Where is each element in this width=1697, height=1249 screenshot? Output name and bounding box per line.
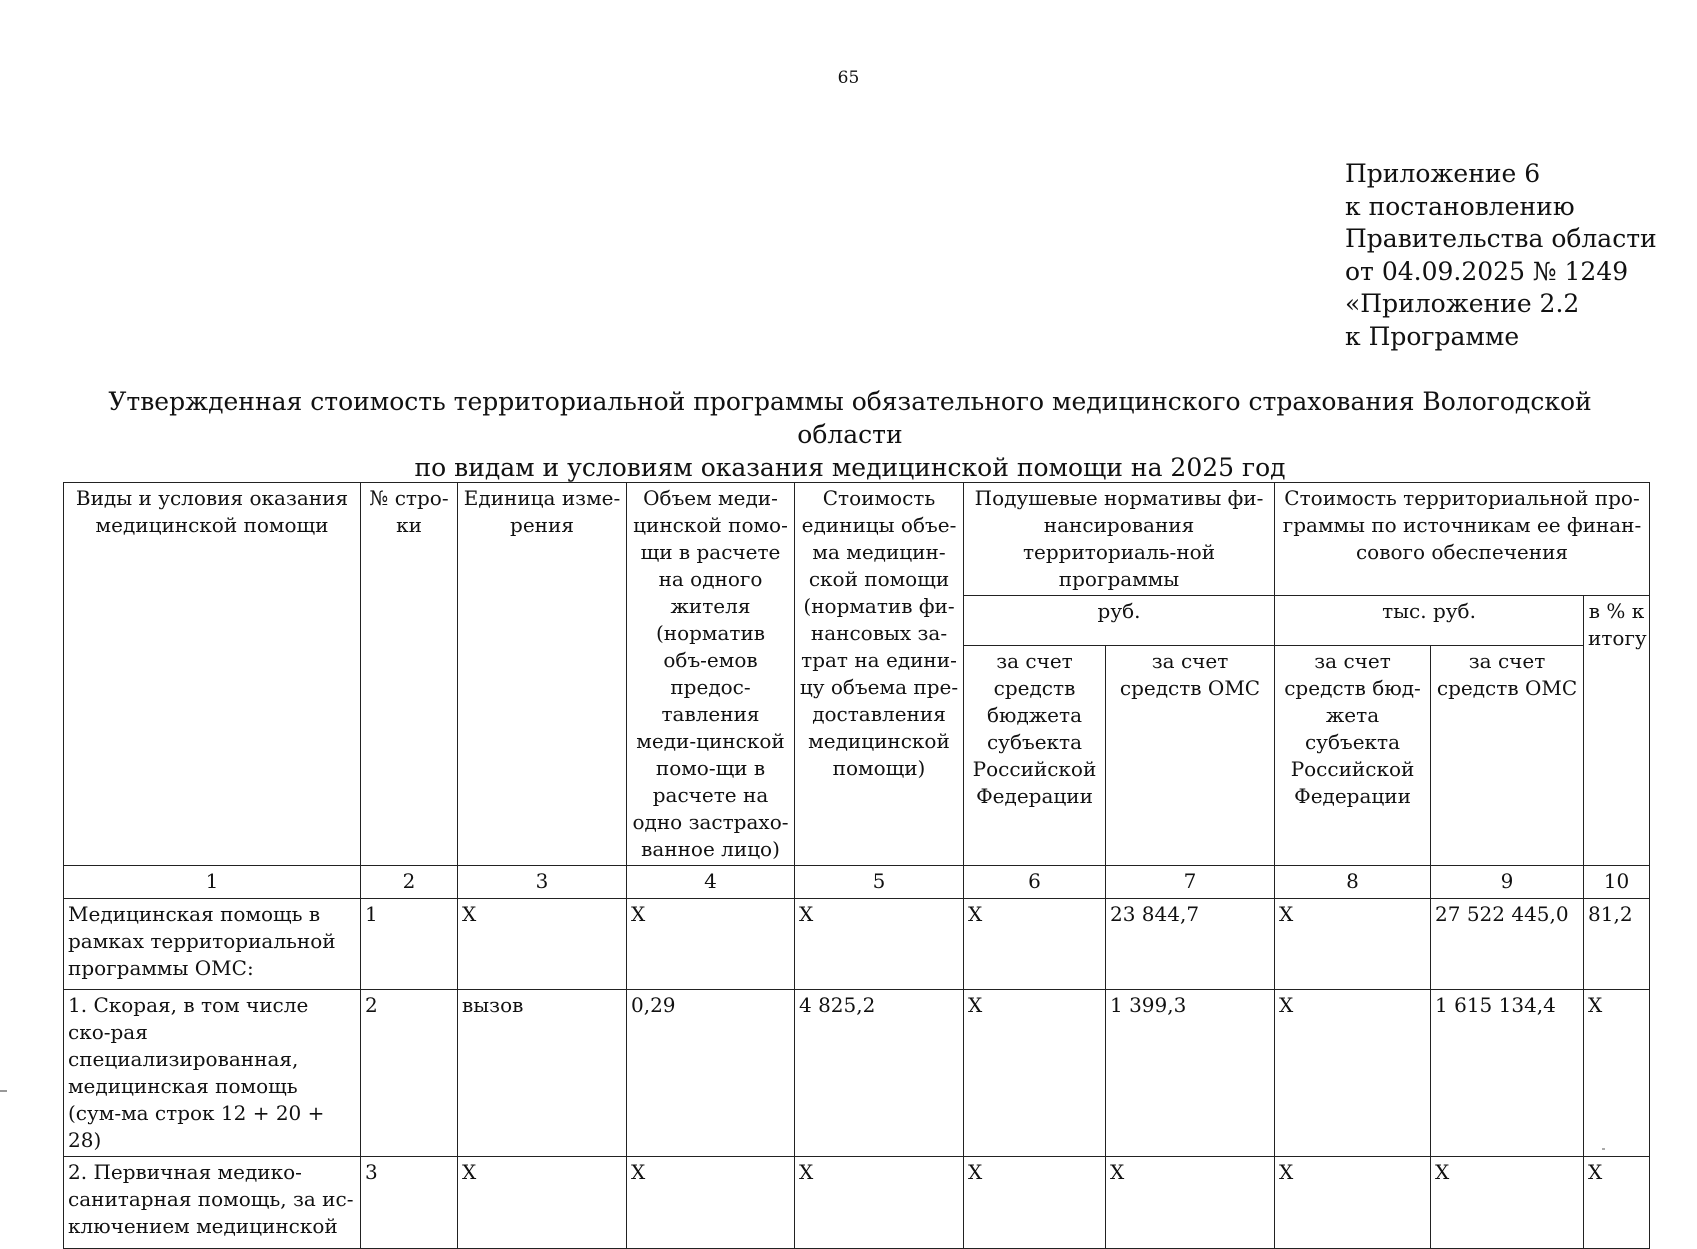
column-number-cell: 1 [64, 866, 361, 899]
table-cell: 2 [361, 990, 458, 1157]
header-cell: № стро-ки [361, 483, 458, 866]
table-cell: Х [964, 899, 1106, 990]
table-cell: Х [1584, 990, 1650, 1157]
document-title-line: по видам и условиям оказания медицинской помощи на 2025 год [414, 453, 1286, 482]
scan-dot-mark [1602, 1148, 1605, 1150]
appendix-reference [1345, 158, 1657, 353]
column-number-cell: 4 [627, 866, 795, 899]
table-cell: 1 615 134,4 [1431, 990, 1584, 1157]
column-number-cell: 3 [458, 866, 627, 899]
header-cell: за счет средств ОМС [1431, 646, 1584, 866]
table-cell: Х [1106, 1157, 1275, 1249]
column-number-cell: 2 [361, 866, 458, 899]
table-cell: Х [1275, 990, 1431, 1157]
page-number: 65 [837, 68, 860, 88]
cost-table [63, 482, 1650, 1249]
appendix-line: к Программе [1345, 321, 1520, 351]
document-title [60, 385, 1640, 484]
appendix-line: Правительства области [1345, 224, 1657, 253]
header-group-cell: Стоимость территориальной про-граммы по источникам ее финан-сового обеспечения [1275, 483, 1650, 596]
row-name-cell: Медицинская помощь в рамках территориальной программы ОМС: [64, 899, 361, 990]
table-cell: 0,29 [627, 990, 795, 1157]
row-name-cell: 2. Первичная медико-санитарная помощь, за ис-ключением медицинской [64, 1157, 361, 1249]
table-cell: 23 844,7 [1106, 899, 1275, 990]
header-group-cell: Подушевые нормативы фи-нансирования территориаль-ной программы [964, 483, 1275, 596]
column-number-cell: 7 [1106, 866, 1275, 899]
table-cell: Х [1431, 1157, 1584, 1249]
table-cell: Х [1275, 1157, 1431, 1249]
column-number-cell: 6 [964, 866, 1106, 899]
row-name-cell: 1. Скорая, в том числе ско-рая специализированная, медицинская помощь (сум-ма строк 12 + 20 + 28) [64, 990, 361, 1157]
appendix-line: к постановлению [1345, 191, 1575, 221]
header-cell: Виды и условия оказания медицинской помощи [64, 483, 361, 866]
table-cell: Х [458, 1157, 627, 1249]
table-cell: Х [1275, 899, 1431, 990]
table-row [64, 1157, 1650, 1249]
header-cell: за счет средств бюджета субъекта Российской Федерации [964, 646, 1106, 866]
table-cell: Х [795, 899, 964, 990]
table-cell: 4 825,2 [795, 990, 964, 1157]
table-row [64, 899, 1650, 990]
unit-header-cell: тыс. руб. [1275, 596, 1584, 646]
table-cell: Х [964, 990, 1106, 1157]
header-cell: Единица изме-рения [458, 483, 627, 866]
table-cell: Х [964, 1157, 1106, 1249]
table-cell: Х [458, 899, 627, 990]
table-cell: 3 [361, 1157, 458, 1249]
table-cell: 27 522 445,0 [1431, 899, 1584, 990]
header-row [64, 483, 1650, 596]
table-cell: вызов [458, 990, 627, 1157]
table-cell: Х [627, 899, 795, 990]
table-cell: Х [795, 1157, 964, 1249]
document-title-line: Утвержденная стоимость территориальной программы обязательного медицинского страхования Вологодской области [108, 387, 1592, 449]
percent-header-cell: в % к итогу [1584, 596, 1650, 866]
column-number-cell: 9 [1431, 866, 1584, 899]
column-number-row [64, 866, 1650, 899]
header-cell: за счет средств ОМС [1106, 646, 1275, 866]
table-cell: 81,2 [1584, 899, 1650, 990]
table-cell: 1 [361, 899, 458, 990]
header-cell: за счет средств бюд-жета субъекта Российской Федерации [1275, 646, 1431, 866]
column-number-cell: 8 [1275, 866, 1431, 899]
appendix-line: Приложение 6 [1345, 159, 1541, 188]
column-number-cell: 10 [1584, 866, 1650, 899]
scan-edge-mark [0, 1090, 7, 1092]
table-cell: Х [627, 1157, 795, 1249]
table-cell: Х [1584, 1157, 1650, 1249]
appendix-line: от 04.09.2025 № 1249 [1345, 256, 1629, 286]
table-row [64, 990, 1650, 1157]
column-number-cell: 5 [795, 866, 964, 899]
table-cell: 1 399,3 [1106, 990, 1275, 1157]
header-cell: Объем меди-цинской помо-щи в расчете на одного жителя (норматив объ-емов предос-тавления меди-цинской помо-щи в расчете на одно застрахо-ванное лицо) [627, 483, 795, 866]
header-cell: Стоимость единицы объе-ма медицин-ской помощи (норматив фи-нансовых за-трат на едини-цу объема пре-доставления медицинской помощи) [795, 483, 964, 866]
unit-header-cell: руб. [964, 596, 1275, 646]
appendix-line: «Приложение 2.2 [1345, 289, 1580, 318]
